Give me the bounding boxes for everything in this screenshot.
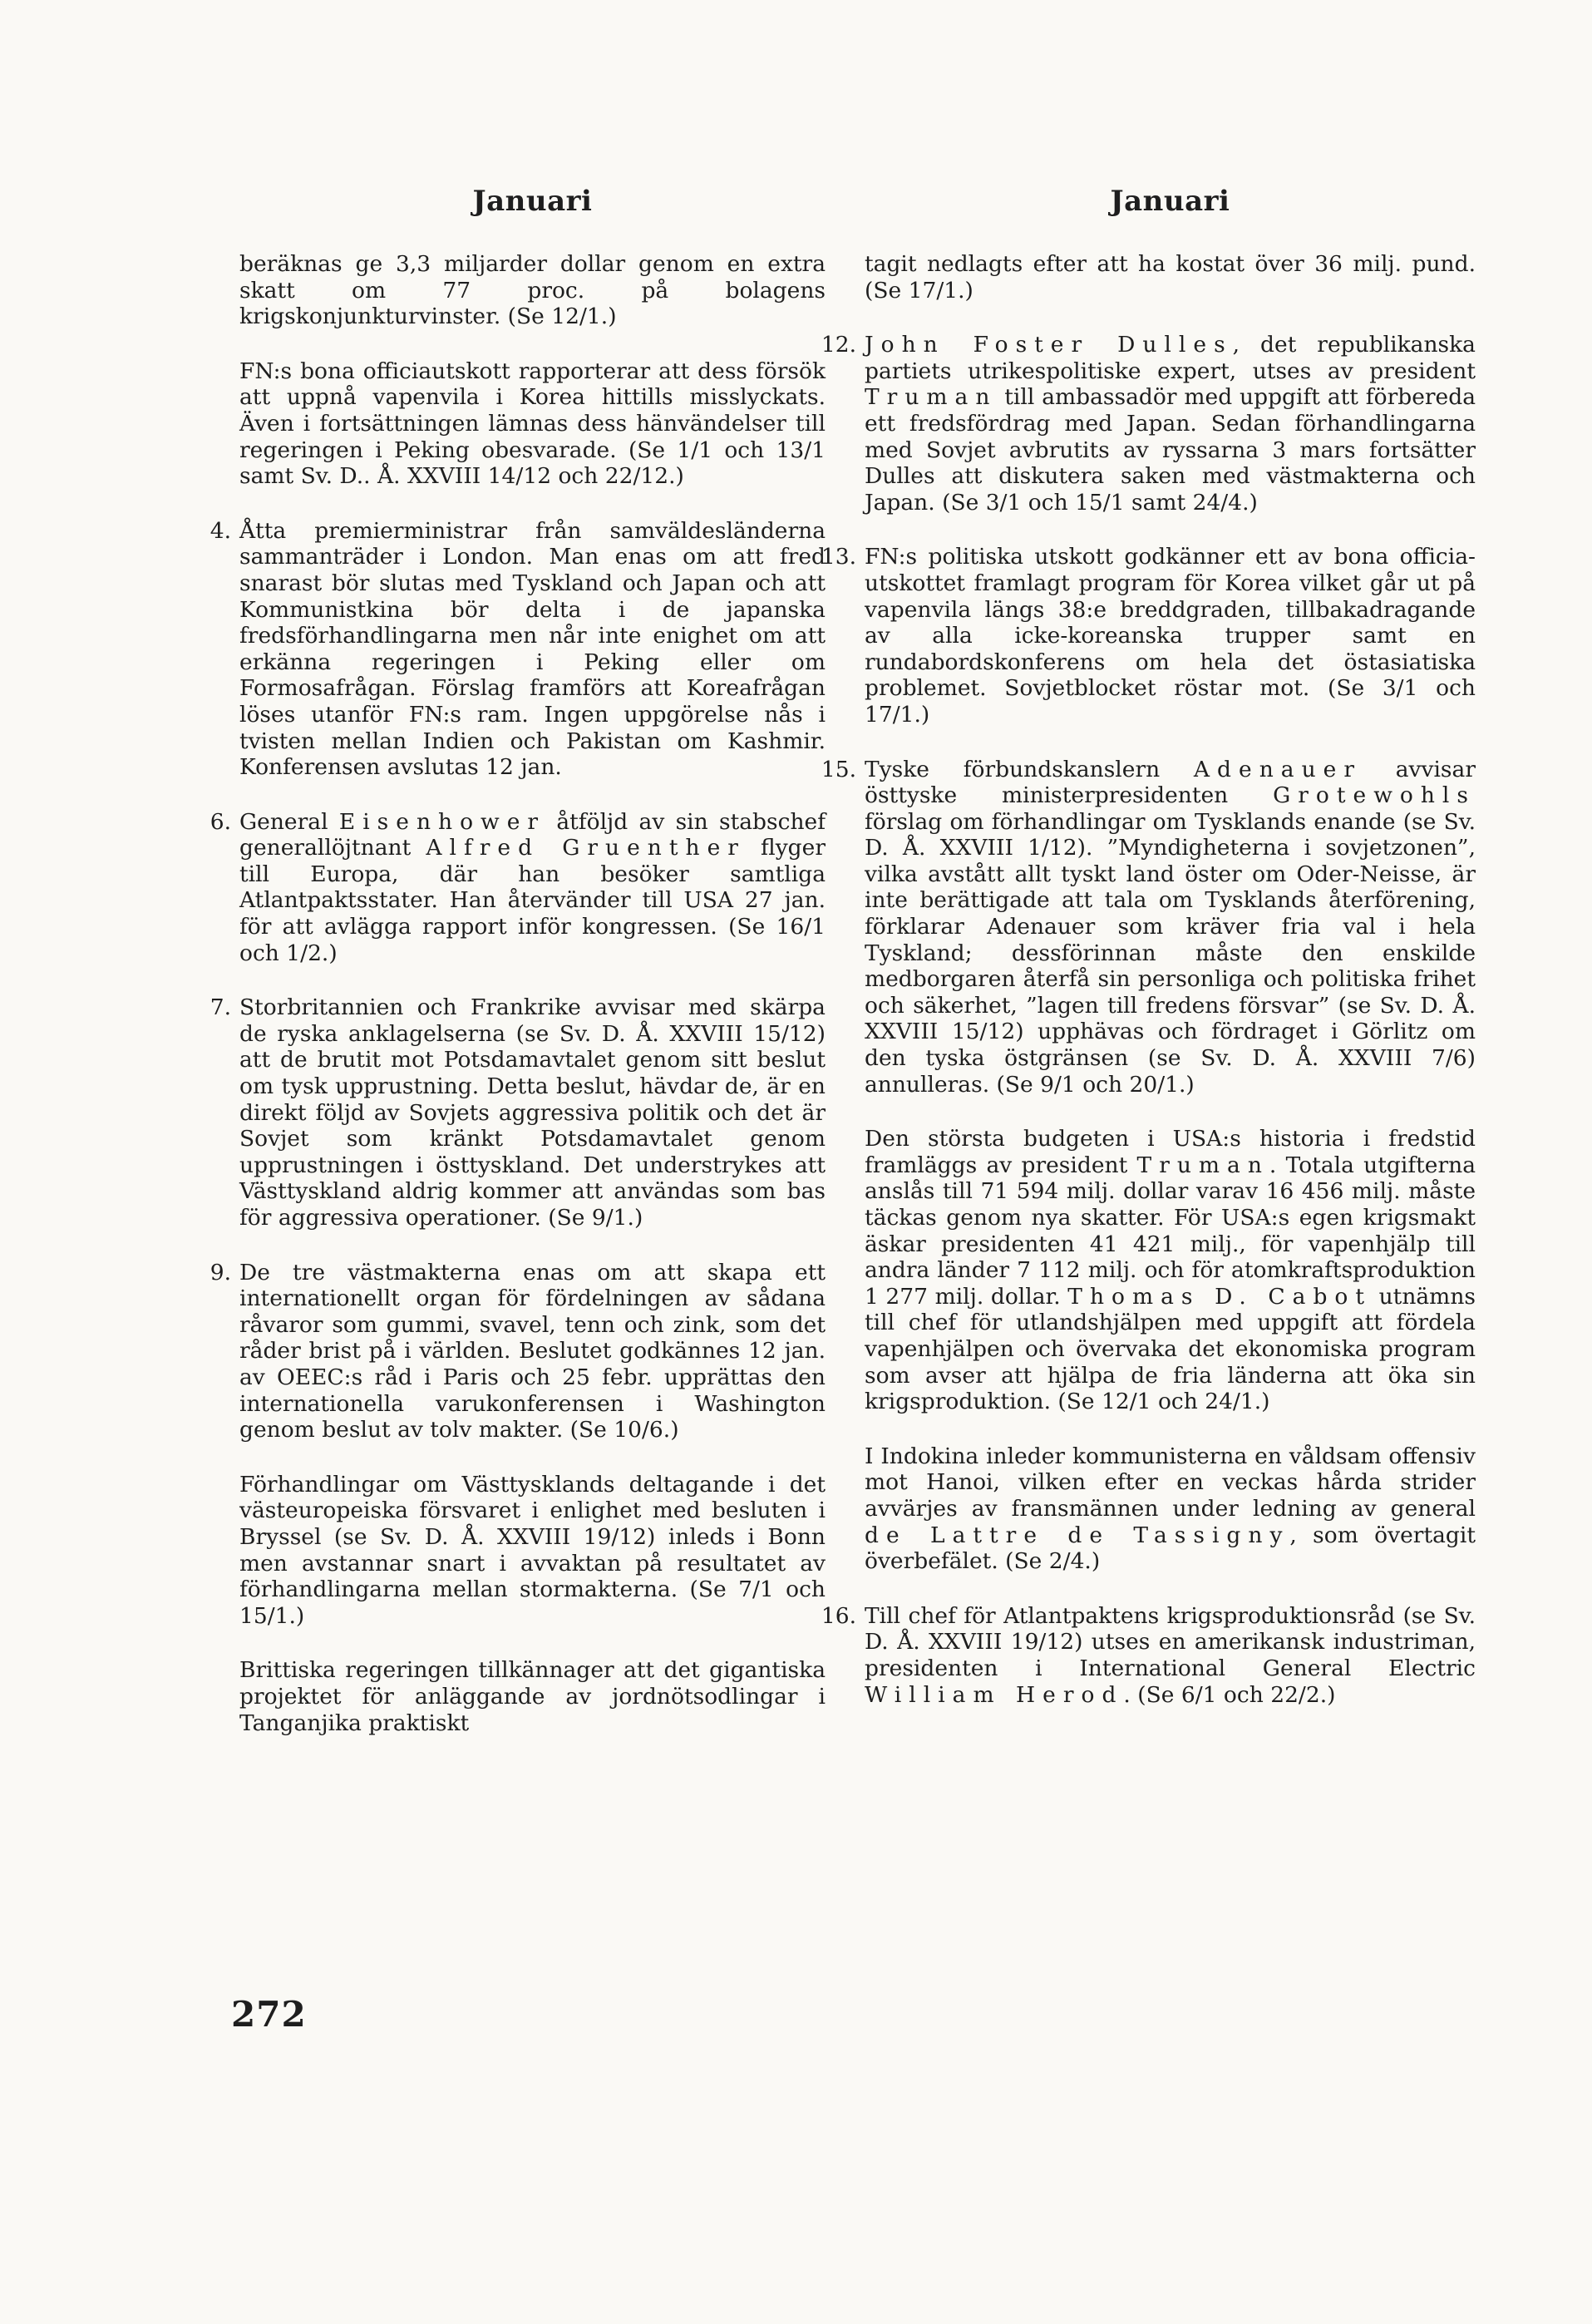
entry: [821, 756, 1476, 1098]
entry: [239, 358, 826, 490]
text-fragment: I Indokina inleder kommunisterna en våldsam offensiv mot Hanoi, vilken efter en veckas hårda strider avvärjes av fransmännen under ledning av general: [865, 1443, 1476, 1522]
person-name: Thomas D. Cabot: [1067, 1283, 1373, 1310]
entry-text: Förhandlingar om Västtysklands deltagande i det västeuropeiska försvaret i enlighet med besluten i Bryssel (se Sv. D. Å. XXVIII 19/12) inleds i Bonn men avstannar snart i avvaktan på resultatet av förhandlingarna mellan stormakterna. (Se 7/1 och 15/1.): [239, 1471, 826, 1629]
text-fragment: Till chef för Atlantpaktens krigsproduktionsråd (se Sv. D. Å. XXVIII 19/12) utses en amerikansk industriman, presidenten i International General Electric: [865, 1602, 1476, 1681]
entry-text: Brittiska regeringen tillkännager att det gigantiska projektet för anläggande av jordnötsodlingar i Tanganjika praktiskt: [239, 1657, 826, 1736]
text-fragment: Den största budgeten i USA:s historia i fredstid framläggs av president: [865, 1126, 1476, 1178]
text-fragment: utnämns till chef för utlandshjälpen med uppgift att fördela vapenhjälpen och övervaka det ekonomiska program som avser att hjälpa de fria länderna att öka sin krigsproduktion. (Se 12/1 och 24/1.): [865, 1283, 1476, 1415]
text-fragment: . (Se 6/1 och 22/2.): [1123, 1681, 1336, 1708]
entry-date: 15.: [821, 756, 856, 782]
left-column-heading: Januari: [472, 185, 593, 218]
page-number: 272: [231, 1994, 307, 2035]
entry: [239, 1472, 826, 1630]
text-fragment: Tyske förbundskanslern: [865, 756, 1194, 782]
entry-date: 13.: [821, 544, 856, 570]
entry: [865, 1126, 1476, 1415]
text-fragment: till ambassadör med uppgift att förbereda ett fredsfördrag med Japan. Sedan förhandlingarna med Sovjet avbrutits av ryssarna 3 mars fortsätter Dulles att diskutera saken med västmakterna och Japan. (Se 3/1 och 15/1 samt 24/4.): [865, 384, 1476, 516]
text-fragment: . Totala utgifterna anslås till 71 594 milj. dollar varav 16 456 milj. måste täckas genom nya skatter. För USA:s egen krigsmakt äskar presidenten 41 421 milj., för vapenhjälp till andra länder 7 112 milj. och för atomkraftsproduktion 1 277 milj. dollar.: [865, 1152, 1476, 1310]
person-name: John Foster Dulles: [865, 332, 1233, 358]
entry-text: [865, 1126, 1476, 1415]
text-fragment: General: [239, 808, 339, 835]
entry: [865, 251, 1476, 303]
entry-text: Storbritannien och Frankrike avvisar med skärpa de ryska anklagelserna (se Sv. D. Å. XXVIII 15/12) att de brutit mot Potsdamavtalet genom sitt beslut om tysk upprustning. Detta beslut, hävdar de, är en direkt följd av Sovjets aggressiva politik och det är Sovjet som kränkt Potsdamavtalet genom upprustningen i östtyskland. Det understrykes att Västtyskland aldrig kommer att användas som bas för aggressiva operationer. (Se 9/1.): [239, 994, 826, 1231]
entry: [209, 517, 826, 781]
text-fragment: flyger till Europa, där han besöker samtliga Atlantpaktsstater. Han återvänder till USA 27 jan. för att avlägga rapport inför kongressen. (Se 16/1 och 1/2.): [239, 835, 826, 966]
entry: [239, 1657, 826, 1736]
person-name: Grotewohls: [1273, 782, 1476, 809]
person-name: Alfred Gruenther: [426, 835, 746, 861]
entry-text: [865, 757, 1476, 1098]
entry-date: 4.: [209, 517, 231, 544]
text-fragment: förslag om förhandlingar om Tysklands enande (se Sv. D. Å. XXVIII 1/12). ”Myndigheterna i sovjetzonen”, vilka avstått allt tyskt land öster om Oder-Neisse, är inte berättigade att tala om Tysklands återförening, förklarar Adenauer som kräver fria val i hela Tyskland; dessförinnan måste den enskilde medborgaren återfå sin personliga och politiska frihet och säkerhet, ”lagen till fredens försvar” (se Sv. D. Å. XXVIII 15/12) upphävas och fördraget i Görlitz om den tyska östgränsen (se Sv. D. Å. XXVIII 7/6) annulleras. (Se 9/1 och 20/1.): [865, 808, 1476, 1098]
entry-text: [865, 1603, 1476, 1708]
person-name: Eisenhower: [338, 808, 546, 835]
entry: [239, 251, 826, 330]
entry-text: Åtta premierministrar från samväldesländerna sammanträder i London. Man enas om att fred snarast bör slutas med Tyskland och Japan och att Kommunistkina bör delta i de japanska fredsförhandlingarna men når inte enighet om att erkänna regeringen i Peking eller om Formosafrågan. Förslag framförs att Koreafrågan löses utanför FN:s ram. Ingen uppgörelse nås i tvisten mellan Indien och Pakistan om Kashmir. Konferensen avslutas 12 jan.: [239, 517, 826, 781]
entry-text: [239, 809, 826, 967]
entry-date: 12.: [821, 332, 856, 358]
text-fragment: , det republikanska partiets utrikespolitiske expert, utses av president: [865, 332, 1476, 384]
text-fragment: åtföljd av sin stabschef generallöjtnant: [239, 808, 826, 861]
person-name: Adenauer: [1193, 756, 1362, 782]
entry-date: 7.: [209, 994, 231, 1021]
entry: [209, 808, 826, 967]
entry-text: tagit nedlagts efter att ha kostat över 36 milj. pund. (Se 17/1.): [865, 251, 1476, 303]
entry-date: 16.: [821, 1602, 856, 1629]
right-column-heading: Januari: [1110, 185, 1230, 218]
entry: [209, 1259, 826, 1443]
person-name: Truman: [865, 384, 998, 411]
entry-date: 9.: [209, 1259, 231, 1285]
entry: [209, 994, 826, 1231]
entry-text: [865, 332, 1476, 516]
text-fragment: , som övertagit överbefälet. (Se 2/4.): [865, 1522, 1476, 1575]
entry: [865, 1443, 1476, 1575]
person-name: William Herod: [865, 1681, 1124, 1708]
entry-text: FN:s bona officiautskott rapporterar att dess försök att uppnå vapenvila i Korea hittills misslyckats. Även i fortsättningen lämnas dess hänvändelser till regeringen i Peking obesvarade. (Se 1/1 och 13/1 samt Sv. D.. Å. XXVIII 14/12 och 22/12.): [239, 358, 826, 490]
entry: [821, 544, 1476, 728]
person-name: de Lattre de Tassigny: [865, 1522, 1290, 1548]
entry-date: 6.: [209, 808, 231, 835]
entry: [821, 332, 1476, 516]
text-fragment: avvisar östtyske ministerpresidenten: [865, 756, 1476, 809]
right-column: [821, 185, 1476, 1736]
entry-text: De tre västmakterna enas om att skapa ett internationellt organ för fördelningen av sådana råvaror som gummi, svavel, tenn och zink, som det råder brist på i världen. Beslutet godkännes 12 jan. av OEEC:s råd i Paris och 25 febr. upprättas den internationella varukonferensen i Washington genom beslut av tolv makter. (Se 10/6.): [239, 1259, 826, 1443]
entry-text: beräknas ge 3,3 miljarder dollar genom en extra skatt om 77 proc. på bolagens krigskonjunkturvinster. (Se 12/1.): [239, 251, 826, 330]
entry-text: [865, 1443, 1476, 1575]
entry: [821, 1602, 1476, 1708]
person-name: Truman: [1136, 1152, 1269, 1178]
left-column: [209, 185, 826, 1764]
entry-text: FN:s politiska utskott godkänner ett av bona officia-utskottet framlagt program för Korea vilket går ut på vapenvila längs 38:e breddgraden, tillbakadragande av alla icke-koreanska trupper samt en rundabordskonferens om hela det östasiatiska problemet. Sovjetblocket röstar mot. (Se 3/1 och 17/1.): [865, 544, 1476, 728]
